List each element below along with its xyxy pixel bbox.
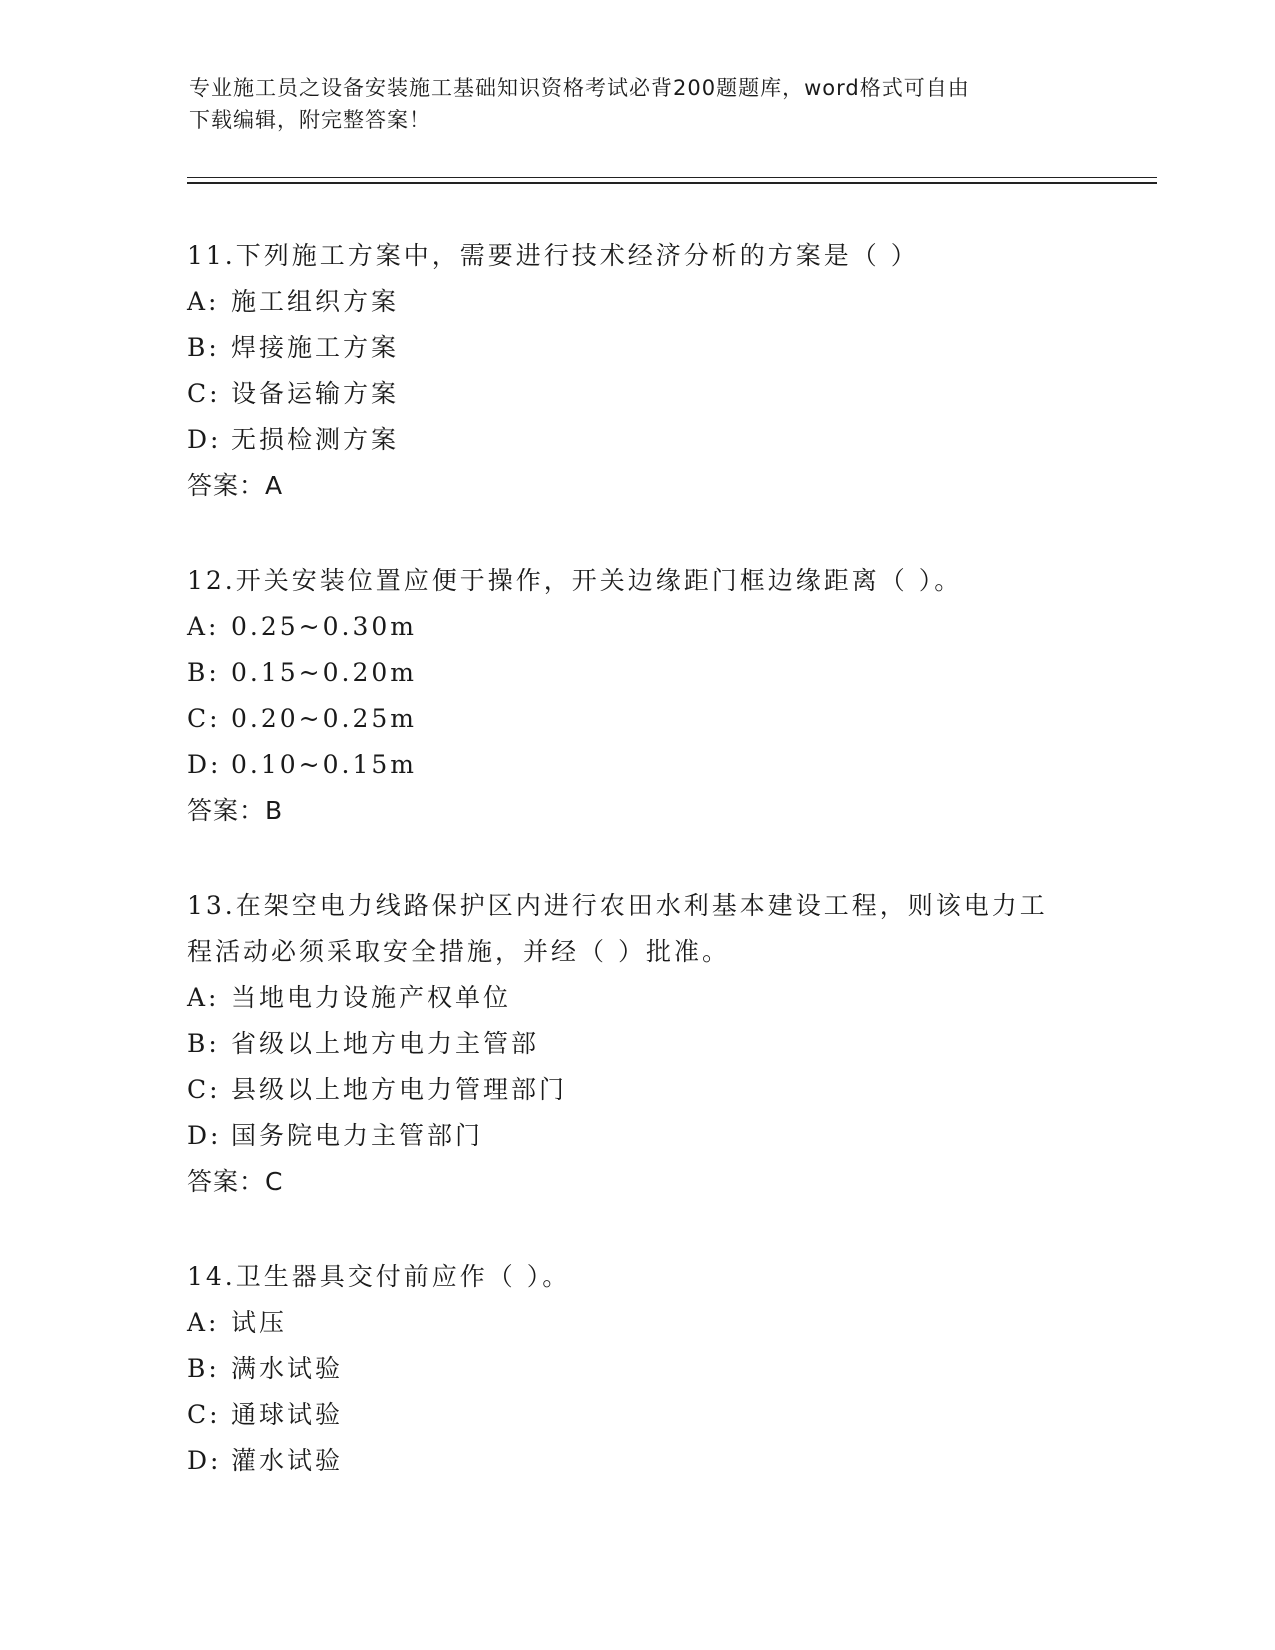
option-letter: C:: [187, 704, 221, 733]
option-a: [187, 1300, 1087, 1346]
option-text: 施工组织方案: [231, 287, 400, 316]
header-divider-thin: [187, 177, 1157, 178]
question-text-line-2: 程活动必须采取安全措施，并经（ ）批准。: [187, 937, 730, 966]
option-c: [187, 1392, 1087, 1438]
option-text: 无损检测方案: [231, 425, 400, 454]
option-letter: D:: [187, 1446, 222, 1475]
question-11: [187, 233, 1087, 509]
option-letter: B:: [187, 658, 220, 687]
option-b: [187, 1346, 1087, 1392]
option-text: 0.25~0.30m: [231, 612, 417, 641]
option-text: 灌水试验: [231, 1446, 344, 1475]
option-text: 0.20~0.25m: [231, 704, 417, 733]
option-text: 省级以上地方电力主管部: [231, 1029, 540, 1058]
option-text: 满水试验: [231, 1354, 344, 1383]
question-text: 14.卫生器具交付前应作（ ）。: [187, 1262, 571, 1291]
option-letter: B:: [187, 1029, 220, 1058]
answer-label: 答案：C: [187, 1167, 284, 1196]
option-letter: B:: [187, 333, 220, 362]
option-d: [187, 417, 1087, 463]
option-letter: A:: [187, 1308, 220, 1337]
option-c: [187, 1067, 1087, 1113]
option-letter: A:: [187, 983, 220, 1012]
option-text: 当地电力设施产权单位: [231, 983, 512, 1012]
option-c: [187, 371, 1087, 417]
option-text: 国务院电力主管部门: [231, 1121, 484, 1150]
option-b: [187, 1021, 1087, 1067]
option-text: 0.10~0.15m: [231, 750, 417, 779]
option-d: [187, 1438, 1087, 1484]
option-letter: D:: [187, 1121, 222, 1150]
option-text: 设备运输方案: [231, 379, 400, 408]
option-d: [187, 1113, 1087, 1159]
option-b: [187, 650, 1087, 696]
option-a: [187, 604, 1087, 650]
option-letter: D:: [187, 750, 222, 779]
option-letter: D:: [187, 425, 222, 454]
header-divider-thick: [187, 182, 1157, 184]
header-line-2: 下载编辑，附完整答案！: [189, 108, 431, 132]
option-d: [187, 742, 1087, 788]
option-letter: C:: [187, 379, 221, 408]
option-text: 0.15~0.20m: [231, 658, 417, 687]
option-letter: C:: [187, 1400, 221, 1429]
option-letter: A:: [187, 287, 220, 316]
option-letter: C:: [187, 1075, 221, 1104]
question-13: [187, 883, 1087, 1205]
option-text: 县级以上地方电力管理部门: [231, 1075, 568, 1104]
question-text-line-1: 13.在架空电力线路保护区内进行农田水利基本建设工程，则该电力工: [187, 891, 1048, 920]
option-a: [187, 279, 1087, 325]
answer-label: 答案：B: [187, 796, 284, 825]
option-text: 通球试验: [231, 1400, 344, 1429]
question-text: 12.开关安装位置应便于操作，开关边缘距门框边缘距离（ ）。: [187, 566, 963, 595]
option-c: [187, 696, 1087, 742]
option-text: 试压: [231, 1308, 288, 1337]
option-letter: B:: [187, 1354, 220, 1383]
header-line-1: 专业施工员之设备安装施工基础知识资格考试必背200题题库，word格式可自由: [189, 76, 970, 100]
option-text: 焊接施工方案: [231, 333, 400, 362]
question-12: [187, 558, 1087, 834]
answer-label: 答案：A: [187, 471, 284, 500]
question-list: [187, 233, 1087, 1533]
question-text: 11.下列施工方案中，需要进行技术经济分析的方案是（ ）: [187, 241, 919, 270]
option-letter: A:: [187, 612, 220, 641]
document-header: [189, 72, 1089, 136]
option-a: [187, 975, 1087, 1021]
question-14: [187, 1254, 1087, 1484]
option-b: [187, 325, 1087, 371]
